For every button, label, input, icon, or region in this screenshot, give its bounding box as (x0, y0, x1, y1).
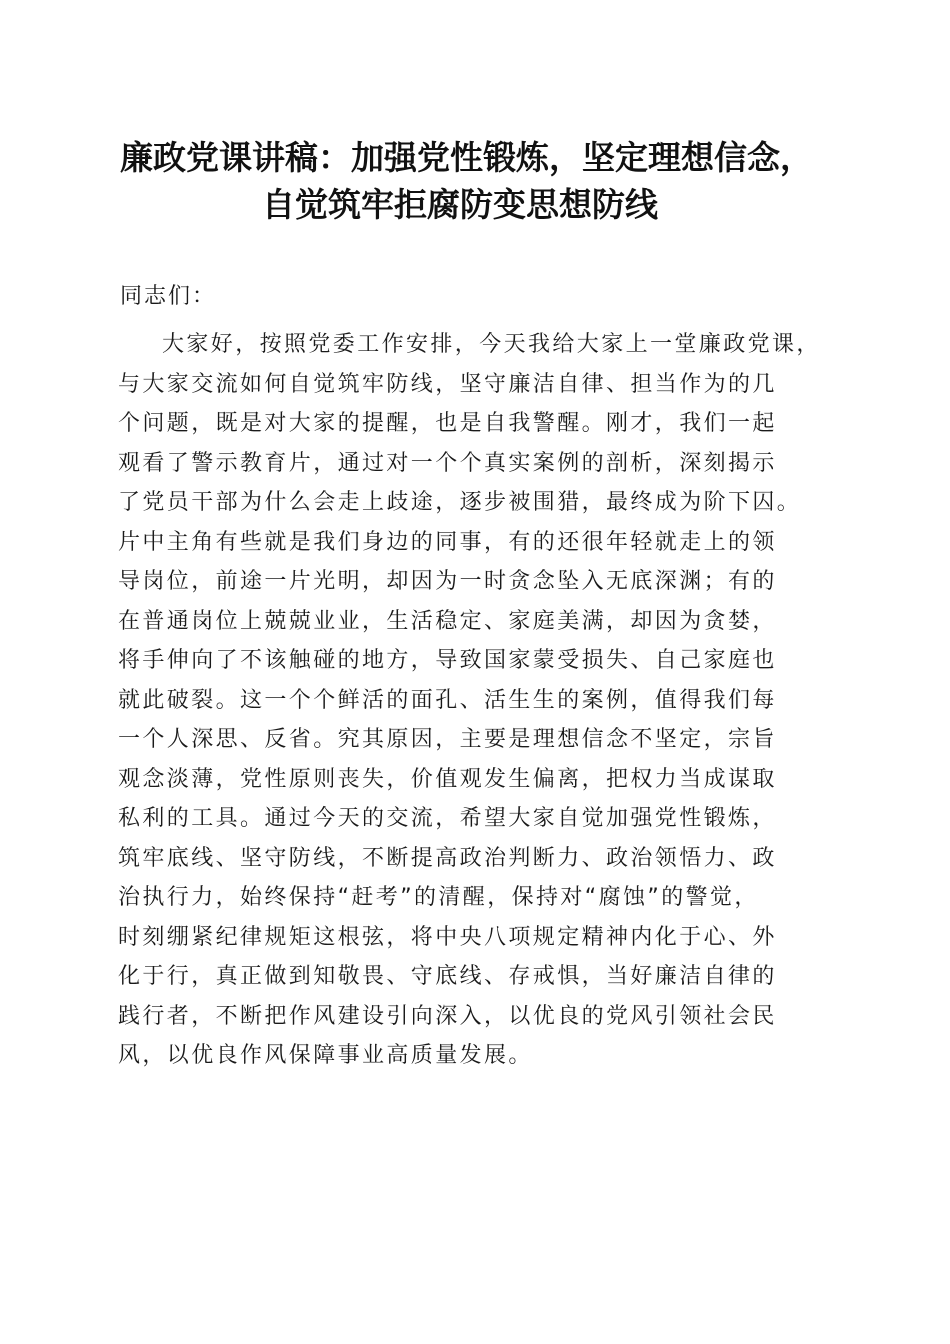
paragraph-line: 将手伸向了不该触碰的地方，导致国家蒙受损失、自己家庭也 (118, 648, 777, 673)
paragraph-line: 筑牢底线、坚守防线，不断提高政治判断力、政治领悟力、政 (118, 845, 777, 871)
paragraph-line: 大家好，按照党委工作安排，今天我给大家上一堂廉政党课， (162, 332, 821, 357)
paragraph-line: 观念淡薄，党性原则丧失，价值观发生偏离，把权力当成谋取 (118, 766, 777, 792)
paragraph-line: 与大家交流如何自觉筑牢防线，坚守廉洁自律、担当作为的几 (118, 371, 777, 397)
paragraph-line: 化于行，真正做到知敬畏、守底线、存戒惧，当好廉洁自律的 (118, 964, 777, 989)
paragraph-line: 就此破裂。这一个个鲜活的面孔、活生生的案例，值得我们每 (118, 687, 777, 713)
paragraph-line: 个问题，既是对大家的提醒，也是自我警醒。刚才，我们一起 (118, 411, 777, 436)
paragraph-line: 观看了警示教育片，通过对一个个真实案例的剖析，深刻揭示 (118, 450, 777, 476)
paragraph-line: 风，以优良作风保障事业高质量发展。 (118, 1043, 533, 1068)
paragraph-line: 践行者，不断把作风建设引向深入，以优良的党风引领社会民 (118, 1003, 777, 1029)
paragraph-line: 治执行力，始终保持“赶考”的清醒，保持对“腐蚀”的警觉， (118, 885, 759, 910)
title-line-1: 廉政党课讲稿：加强党性锻炼，坚定理想信念， (120, 138, 813, 177)
body-paragraph (118, 325, 838, 1076)
paragraph-line: 在普通岗位上兢兢业业，生活稳定、家庭美满，却因为贪婪， (118, 608, 777, 634)
greeting: 同志们： (120, 284, 217, 309)
paragraph-line: 导岗位，前途一片光明，却因为一时贪念坠入无底深渊；有的 (118, 569, 777, 594)
title-line-2: 自觉筑牢拒腐防变思想防线 (262, 185, 658, 224)
paragraph-line: 一个人深思、反省。究其原因，主要是理想信念不坚定，宗旨 (118, 727, 777, 752)
document-title (110, 134, 850, 228)
paragraph-line: 片中主角有些就是我们身边的同事，有的还很年轻就走上的领 (118, 529, 777, 555)
paragraph-line: 了党员干部为什么会走上歧途，逐步被围猎，最终成为阶下囚。 (118, 490, 802, 515)
paragraph-line: 时刻绷紧纪律规矩这根弦，将中央八项规定精神内化于心、外 (118, 924, 777, 950)
paragraph-line: 私利的工具。通过今天的交流，希望大家自觉加强党性锻炼， (118, 806, 777, 831)
